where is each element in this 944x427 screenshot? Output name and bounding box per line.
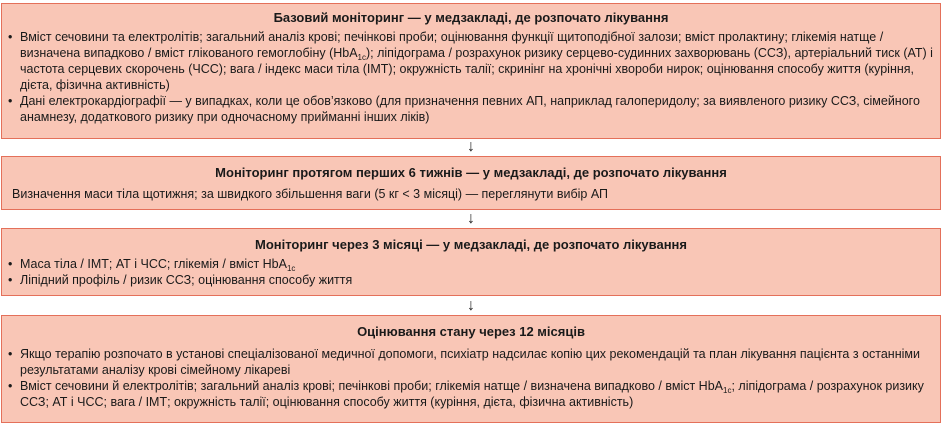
down-arrow-icon: ↓ <box>467 210 475 227</box>
hba1c-subscript: 1c <box>723 386 732 395</box>
baseline-monitoring-list <box>2 29 940 125</box>
list-item <box>2 29 940 93</box>
first-6-weeks-title: Моніторинг протягом перших 6 тижнів — у медзакладі, де розпочато лікування <box>215 165 727 180</box>
item-text: Вміст сечовини й електролітів; загальний аналіз крові; печінкові проби; глікемія натще / визначена випадково / вміст HbA <box>20 379 723 393</box>
item-text: ); ліпідограма / розрахунок ризику серцево-судинних захворювань (ССЗ), артеріальний тиск (АТ) і частота серцевих скорочень (ЧСС); вага / індекс маси тіла (ІМТ); окружність талії; скринінг на хронічні хвороби нирок; оцінювання способу життя (куріння, дієта, фізична активність) <box>20 46 933 92</box>
down-arrow-icon: ↓ <box>467 297 475 314</box>
list-item <box>2 378 940 410</box>
baseline-monitoring-box <box>1 3 941 139</box>
three-months-list <box>2 256 940 288</box>
first-6-weeks-text: Визначення маси тіла щотижня; за швидкого збільшення ваги (5 кг < 3 місяці) — переглянути вибір АП <box>12 187 609 201</box>
list-item: • Якщо терапію розпочато в установі спеціалізованої медичної допомоги, психіатр надсилає копію цих рекомендацій та план лікування пацієнта з останніми результатами аналізу крові сімейному лікареві <box>2 346 940 378</box>
twelve-months-title: Оцінювання стану через 12 місяців <box>357 324 585 339</box>
list-item: • Дані електрокардіографії — у випадках, коли це обов’язково (для призначення певних АП, наприклад галоперидолу; за виявленого ризику ССЗ, сімейного анамнезу, додаткового ризику при одночасному прийманні інших ліків) <box>2 93 940 125</box>
hba1c-subscript: 1c <box>286 264 296 273</box>
first-6-weeks-box <box>1 156 941 210</box>
item-text: Вміст сечовини та електролітів; загальний аналіз крові; печінкові проби; оцінювання функції щитоподібної залози; вміст пролактину; глікемія натще / визначена випадково / вміст глікованого гемоглобіну (HbA <box>20 30 884 60</box>
hba1c-subscript: 1c <box>357 53 366 62</box>
twelve-months-list <box>2 346 940 410</box>
three-months-box <box>1 228 941 296</box>
list-item: • Ліпідний профіль / ризик ССЗ; оцінювання способу життя <box>2 272 940 288</box>
twelve-months-box <box>1 315 941 423</box>
baseline-monitoring-title: Базовий моніторинг — у медзакладі, де розпочато лікування <box>273 10 669 25</box>
down-arrow-icon: ↓ <box>467 138 475 155</box>
item-text: Маса тіла / ІМТ; АТ і ЧСС; глікемія / вміст HbA <box>20 257 287 271</box>
three-months-title: Моніторинг через 3 місяці — у медзакладі, де розпочато лікування <box>255 237 687 252</box>
item-text: ; ліпідограма / розрахунок ризику ССЗ; АТ і ЧСС; вага / ІМТ; окружність талії; оцінювання способу життя (куріння, дієта, фізична активність) <box>20 379 924 409</box>
list-item <box>2 256 940 272</box>
